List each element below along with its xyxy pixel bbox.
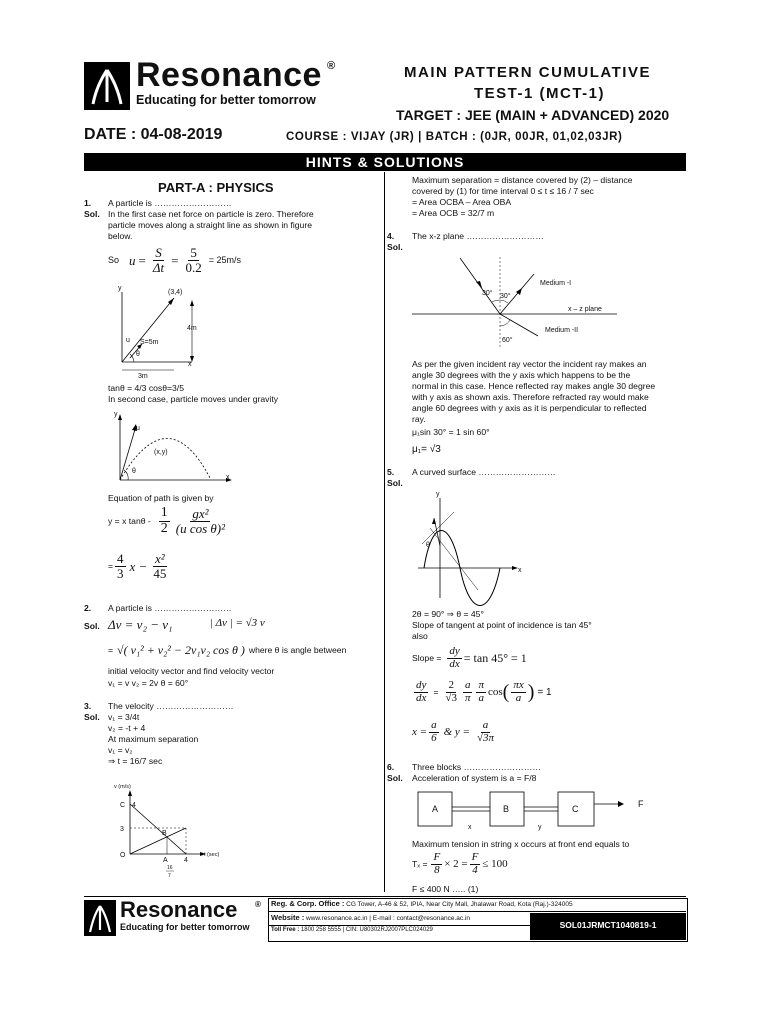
figure-1-displacement bbox=[108, 284, 218, 380]
q2-text: A particle is ……………………… bbox=[108, 603, 232, 613]
fig3-c-label: C bbox=[120, 802, 126, 809]
fig3-frac-den: 7 bbox=[168, 873, 171, 879]
test-title-2: TEST-1 (MCT-1) bbox=[474, 85, 606, 102]
fig4-60-label: 60° bbox=[502, 337, 513, 344]
logo-mark-icon bbox=[84, 62, 130, 110]
fig2-xy-label: (x,y) bbox=[154, 449, 168, 456]
path-equation-1 bbox=[108, 506, 229, 536]
q5-text: A curved surface ……………………… bbox=[412, 467, 556, 477]
q1-sol-line2: particle moves along a straight line as shown in figure bbox=[108, 220, 312, 230]
q2-equals: = bbox=[108, 645, 114, 655]
q6-sol-label: Sol. bbox=[387, 773, 403, 783]
q6-sol-line: Acceleration of system is a = F/8 bbox=[412, 773, 537, 783]
y-equals: & y = bbox=[443, 725, 470, 738]
part-title: PART-A : PHYSICS bbox=[158, 180, 274, 195]
paren-close: ) bbox=[527, 680, 535, 703]
equals-sign: = bbox=[138, 252, 146, 268]
x2-over-45-fraction: $\frac{\text{x²}}{45}$ bbox=[153, 551, 167, 581]
fig6-c-label: C bbox=[572, 804, 579, 814]
y2-equals: = bbox=[108, 560, 114, 571]
y-eq-lhs: y = x tanθ - bbox=[108, 515, 151, 526]
fig1-4m-label: 4m bbox=[187, 325, 197, 332]
column-divider bbox=[384, 172, 385, 892]
q4-mu-line1: μ₁sin 30° = 1 sin 60° bbox=[412, 427, 490, 437]
q4-text: The x-z plane ……………………… bbox=[412, 231, 544, 241]
q1-velocity-equation bbox=[108, 246, 241, 274]
footer-tollfree bbox=[271, 927, 433, 933]
u-fraction-2: $\frac{5}{0.2}$ bbox=[185, 245, 202, 275]
tollfree-label: Toll Free : bbox=[271, 927, 300, 933]
footer-website bbox=[271, 913, 470, 922]
figure-2-projectile bbox=[108, 408, 238, 484]
q4-sol-label: Sol. bbox=[387, 242, 403, 252]
tx-f2: $\frac{F}{4}$ bbox=[471, 851, 479, 876]
footer-inner-line-1 bbox=[268, 911, 686, 912]
fig3-4-label: 4 bbox=[132, 802, 136, 809]
fig1-x-label: x bbox=[188, 361, 192, 368]
xy-solution bbox=[412, 720, 498, 744]
q2-line3: initial velocity vector and find velocity vector bbox=[108, 666, 275, 676]
fig2-y-label: y bbox=[114, 411, 118, 418]
four-thirds-fraction: $\frac{4}{3}$ bbox=[117, 551, 124, 581]
dydx-equals: = bbox=[433, 686, 439, 697]
brand-tagline: Educating for better tomorrow bbox=[136, 93, 316, 107]
dy-dx-fraction: $\frac{dy}{dx}$ bbox=[449, 645, 460, 670]
footer-code: SOL01JRMCT1040819-1 bbox=[559, 920, 657, 930]
footer-logo bbox=[84, 897, 269, 940]
fig4-plane-label: x – z plane bbox=[568, 306, 602, 313]
figure-5-curved-surface bbox=[412, 488, 532, 604]
q3-number: 3. bbox=[84, 701, 92, 711]
fig6-a-label: A bbox=[432, 804, 439, 814]
fig4-medium2-label: Medium -II bbox=[545, 327, 579, 334]
gx-fraction: $\frac{\text{gx²}}{\text{(u cos θ)²}}$ bbox=[175, 506, 226, 536]
q6-last-line: F ≤ 400 N ….. (1) bbox=[412, 884, 479, 894]
footer-office bbox=[271, 899, 573, 908]
brand-registered: ® bbox=[327, 60, 336, 72]
fig1-point-label: (3,4) bbox=[168, 289, 183, 296]
q5-line3: also bbox=[412, 631, 428, 641]
q1-text: A particle is ……………………… bbox=[108, 198, 232, 208]
q4-para-5: angle 60 degrees with y axis as it is perpendicular to reflected bbox=[412, 403, 647, 413]
tan-cos-line: tanθ = 4/3 cosθ=3/5 bbox=[108, 383, 184, 393]
slope-equation bbox=[412, 646, 527, 670]
derivative-equation bbox=[412, 680, 552, 704]
fig6-x-label: x bbox=[468, 824, 472, 831]
office-label: Reg. & Corp. Office : bbox=[271, 899, 345, 908]
q3-cont-line2: covered by (1) for time interval 0 ≤ t ≤ 16 / 7 sec bbox=[412, 186, 594, 196]
brand-name: Resonance bbox=[136, 56, 322, 94]
so-label: So bbox=[108, 254, 120, 265]
q5-line2: Slope of tangent at point of incidence is tan 45° bbox=[412, 620, 592, 630]
fig5-theta-label: θ bbox=[426, 542, 430, 549]
footer-brand: Resonance bbox=[120, 897, 238, 922]
q1-number: 1. bbox=[84, 198, 92, 208]
q6-text: Three blocks ……………………… bbox=[412, 762, 541, 772]
figure-3-vt-graph bbox=[112, 782, 232, 882]
fig1-y-label: y bbox=[118, 285, 122, 292]
website-value[interactable]: www.resonance.ac.in | E-mail : contact@resonance.ac.in bbox=[306, 915, 471, 922]
fig6-f-label: F bbox=[638, 799, 644, 809]
q4-para-1: As per the given incident ray vector the incident ray makes an bbox=[412, 359, 647, 369]
dydx-f3: $\frac{\pi}{a}$ bbox=[478, 679, 484, 704]
q3-line4: v₁ = v₂ bbox=[108, 745, 133, 755]
q3-line3: At maximum separation bbox=[108, 734, 199, 744]
u-symbol: u bbox=[129, 252, 136, 268]
q1-sol-label: Sol. bbox=[84, 209, 100, 219]
fig6-y-label: y bbox=[538, 824, 542, 831]
paren-open: ( bbox=[502, 680, 510, 703]
q2-root-expression: √( v₁² + v₂² − 2v₁v₂ cos θ ) bbox=[117, 643, 245, 657]
fig2-theta-label: θ bbox=[132, 468, 136, 475]
tx-times: × 2 = bbox=[444, 857, 468, 870]
q2-delta-v: Δv = v₂ − v₁ bbox=[108, 617, 173, 632]
q3-text: The velocity ……………………… bbox=[108, 701, 234, 711]
fig3-frac-num: 16 bbox=[167, 865, 173, 871]
q4-number: 4. bbox=[387, 231, 395, 241]
figure-6-three-blocks bbox=[418, 790, 658, 834]
q2-magnitude: | Δv | = √3 v bbox=[210, 617, 265, 629]
tx-label: Tₓ = bbox=[412, 858, 428, 869]
fig4-medium1-label: Medium -I bbox=[540, 280, 572, 287]
q6-line1: Maximum tension in string x occurs at front end equals to bbox=[412, 839, 630, 849]
fig3-v-label: v (m/s) bbox=[114, 784, 131, 790]
q3-line5: ⇒ t = 16/7 sec bbox=[108, 756, 163, 766]
fig1-3m-label: 3m bbox=[138, 373, 148, 380]
footer-brand-reg: ® bbox=[255, 900, 261, 909]
q4-para-3: normal in this case. Hence reflected ray makes angle 30 degree bbox=[412, 381, 656, 391]
header-logo bbox=[84, 56, 344, 112]
slope-label: Slope = bbox=[412, 652, 442, 663]
fig1-theta-label: θ bbox=[136, 351, 140, 358]
q2-sol-label: Sol. bbox=[84, 621, 100, 631]
q5-line1: 2θ = 90° ⇒ θ = 45° bbox=[412, 609, 484, 619]
q2-line4: v₁ = v v₂ = 2v θ = 60° bbox=[108, 678, 189, 688]
second-case-line: In second case, particle moves under gravity bbox=[108, 394, 279, 404]
q2-number: 2. bbox=[84, 603, 92, 613]
fig3-3-label: 3 bbox=[120, 826, 124, 833]
fig5-x-label: x bbox=[518, 567, 522, 574]
fig3-t-label: t (sec) bbox=[204, 852, 220, 858]
q2-line2 bbox=[108, 645, 346, 656]
fig3-o-label: O bbox=[120, 852, 126, 859]
x-fraction: $\frac{a}{6}$ bbox=[431, 719, 437, 744]
office-address: CG Tower, A-46 & 52, IPIA, Near City Mall, Jhalawar Road, Kota (Raj.)-324005 bbox=[346, 901, 573, 908]
q5-number: 5. bbox=[387, 467, 395, 477]
y2-x-minus: x − bbox=[129, 558, 148, 574]
fig3-4b-label: 4 bbox=[184, 857, 188, 864]
x-equals: x = bbox=[412, 725, 428, 738]
fig3-a-label: A bbox=[163, 857, 168, 864]
q3-sol-label: Sol. bbox=[84, 712, 100, 722]
half-fraction: $\frac{1}{2}$ bbox=[160, 505, 168, 536]
u-result: = 25m/s bbox=[208, 254, 241, 265]
figure-4-refraction bbox=[412, 252, 642, 352]
dydx-f2: $\frac{a}{\pi}$ bbox=[464, 679, 471, 704]
fig2-u-label: u bbox=[136, 425, 140, 432]
q1-sol-line3: below. bbox=[108, 231, 133, 241]
tollfree-value: 1800 258 5555 | CIN: U80302RJ2007PLC024029 bbox=[300, 927, 433, 933]
footer-logo-mark-icon bbox=[84, 900, 116, 936]
slope-result: = tan 45° = 1 bbox=[463, 650, 527, 665]
fig1-u-label: u bbox=[126, 337, 130, 344]
dydx-f4: $\frac{\pi x}{a}$ bbox=[513, 679, 524, 704]
solutions-banner: HINTS & SOLUTIONS bbox=[84, 153, 686, 171]
fig1-s-label: S=5m bbox=[140, 339, 159, 346]
q1-sol-line1: In the first case net force on particle is zero. Therefore bbox=[108, 209, 314, 219]
equals-sign-2: = bbox=[171, 252, 179, 268]
tx-le: ≤ 100 bbox=[482, 857, 508, 870]
q3-cont-line4: = Area OCB = 32/7 m bbox=[412, 208, 495, 218]
test-date: DATE : 04-08-2019 bbox=[84, 126, 223, 143]
q6-number: 6. bbox=[387, 762, 395, 772]
y-fraction: $\frac{a}{√3\pi}$ bbox=[476, 719, 494, 744]
dydx-cos: cos bbox=[488, 685, 503, 698]
q4-para-6: ray. bbox=[412, 414, 426, 424]
course-batch: COURSE : VIJAY (JR) | BATCH : (0JR, 00JR, 01,02,03JR) bbox=[286, 131, 623, 143]
q3-line2: v₂ = -t + 4 bbox=[108, 723, 146, 733]
dydx-lhs: $\frac{dy}{dx}$ bbox=[416, 679, 427, 704]
fig4-30a-label: 30° bbox=[482, 290, 493, 297]
footer-tagline: Educating for better tomorrow bbox=[120, 922, 250, 932]
q3-line1: v₁ = 3/4t bbox=[108, 712, 140, 722]
test-target: TARGET : JEE (MAIN + ADVANCED) 2020 bbox=[396, 107, 670, 123]
q4-para-4: with y axis as shown axis. Therefore refracted ray would make bbox=[412, 392, 649, 402]
q5-sol-label: Sol. bbox=[387, 478, 403, 488]
path-equation-2 bbox=[108, 552, 170, 580]
dydx-f1: $\frac{2}{√3}$ bbox=[445, 679, 457, 704]
q3-cont-line3: = Area OCBA – Area OBA bbox=[412, 197, 512, 207]
fig2-x-label: x bbox=[226, 474, 230, 481]
q4-mu-line2: μ₁= √3 bbox=[412, 444, 441, 455]
fig4-30b-label: 30° bbox=[500, 293, 511, 300]
fig5-y-label: y bbox=[436, 491, 440, 498]
tension-equation bbox=[412, 852, 508, 876]
q4-para-2: angle 30 degrees with the y axis which happens to be the bbox=[412, 370, 631, 380]
website-label: Website : bbox=[271, 913, 305, 922]
fig6-b-label: B bbox=[503, 804, 510, 814]
tx-f1: $\frac{F}{8}$ bbox=[433, 851, 441, 876]
test-title-1: MAIN PATTERN CUMULATIVE bbox=[404, 64, 651, 81]
fig3-b-label: B bbox=[162, 830, 167, 837]
q3-cont-line1: Maximum separation = distance covered by (2) – distance bbox=[412, 175, 633, 185]
dydx-result: = 1 bbox=[537, 686, 552, 698]
q2-where: where θ is angle between bbox=[248, 645, 347, 655]
equation-of-path: Equation of path is given by bbox=[108, 493, 214, 503]
u-fraction-1: $\frac{S}{\Delta t}$ bbox=[152, 245, 165, 275]
